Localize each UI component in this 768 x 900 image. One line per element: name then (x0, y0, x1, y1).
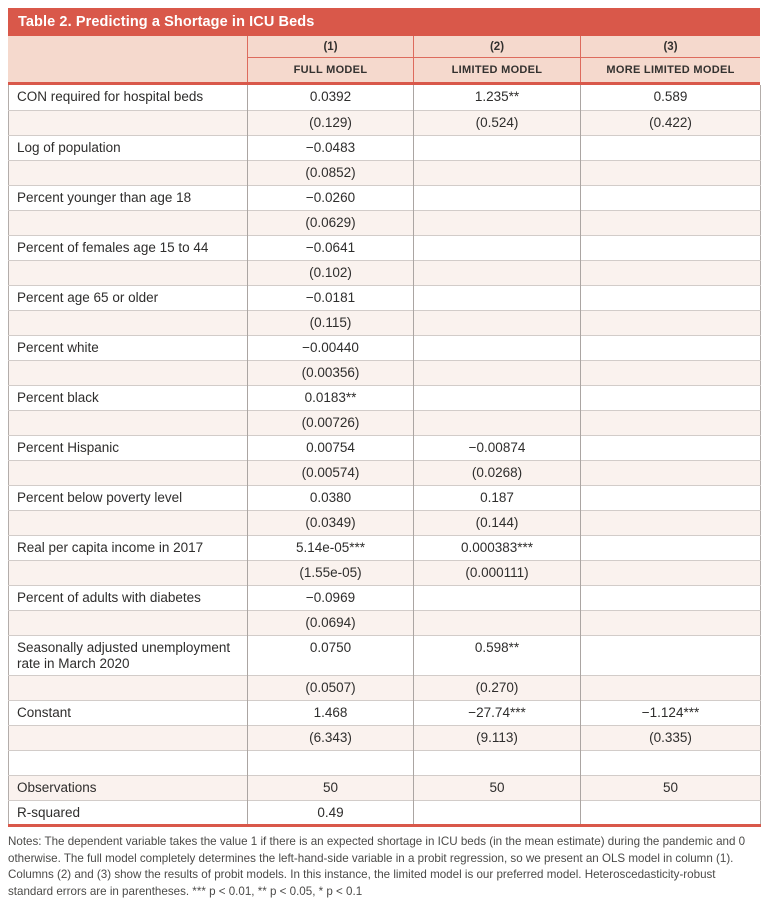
column-number-2: (2) (413, 36, 580, 58)
row-label: Seasonally adjusted unemployment rate in March 2020 (9, 635, 248, 676)
cell-value (414, 285, 581, 310)
cell-value: −0.00440 (248, 335, 414, 360)
cell-value (581, 310, 761, 335)
cell-value (581, 510, 761, 535)
cell-value: 0.000383*** (414, 535, 581, 560)
cell-value: (0.115) (248, 310, 414, 335)
row-label: Real per capita income in 2017 (9, 535, 248, 560)
row-label: Observations (9, 776, 248, 801)
cell-value (581, 385, 761, 410)
table-notes: Notes: The dependent variable takes the value 1 if there is an expected shortage in ICU beds (in the mean estimate) during the pandemic and 0 otherwise. The full model completely determines the left-hand-side variable in a probit regression, so we present an OLS model in column (1). Columns (2) and (3) show the results of probit models. In this instance, the limited model is our preferred model. Heteroscedasticity-robust standard errors are in parentheses. *** p < 0.01, ** p < 0.05, * p < 0.1 (8, 835, 746, 898)
cell-value (414, 335, 581, 360)
cell-value: 50 (248, 776, 414, 801)
cell-value: (0.00726) (248, 410, 414, 435)
results-table (8, 85, 761, 827)
table-row (9, 635, 761, 676)
cell-value: (0.270) (414, 676, 581, 701)
cell-value: (0.335) (581, 726, 761, 751)
column-model-2: LIMITED MODEL (413, 58, 580, 82)
cell-value (414, 360, 581, 385)
cell-value (414, 585, 581, 610)
cell-value (581, 235, 761, 260)
column-model-1: FULL MODEL (247, 58, 413, 82)
table-row (9, 335, 761, 360)
cell-value (581, 460, 761, 485)
cell-value (581, 285, 761, 310)
cell-value (248, 751, 414, 776)
column-number-1: (1) (247, 36, 413, 58)
table-row (9, 160, 761, 185)
cell-value: 0.0392 (248, 85, 414, 110)
row-label (9, 210, 248, 235)
cell-value: (0.0852) (248, 160, 414, 185)
cell-value: −0.0969 (248, 585, 414, 610)
cell-value: (0.00356) (248, 360, 414, 385)
cell-value: (0.524) (414, 110, 581, 135)
table-row (9, 85, 761, 110)
table-row (9, 560, 761, 585)
row-label (9, 560, 248, 585)
table-row (9, 776, 761, 801)
table-row (9, 460, 761, 485)
cell-value (581, 485, 761, 510)
cell-value: −0.00874 (414, 435, 581, 460)
cell-value: 5.14e-05*** (248, 535, 414, 560)
cell-value (581, 210, 761, 235)
row-label: Percent Hispanic (9, 435, 248, 460)
table-row (9, 610, 761, 635)
cell-value: −27.74*** (414, 701, 581, 726)
cell-value: 0.0750 (248, 635, 414, 676)
row-label (9, 676, 248, 701)
row-label: Percent of adults with diabetes (9, 585, 248, 610)
cell-value (581, 335, 761, 360)
cell-value (581, 360, 761, 385)
cell-value: 0.187 (414, 485, 581, 510)
table-row (9, 310, 761, 335)
cell-value: 0.589 (581, 85, 761, 110)
row-label (9, 726, 248, 751)
cell-value: 0.0380 (248, 485, 414, 510)
table-row (9, 751, 761, 776)
cell-value (414, 260, 581, 285)
row-label: Constant (9, 701, 248, 726)
cell-value (414, 235, 581, 260)
table-row (9, 410, 761, 435)
cell-value (414, 160, 581, 185)
cell-value (581, 535, 761, 560)
table-row (9, 135, 761, 160)
cell-value (414, 610, 581, 635)
cell-value: (0.129) (248, 110, 414, 135)
cell-value: −0.0641 (248, 235, 414, 260)
row-label (9, 410, 248, 435)
cell-value: (6.343) (248, 726, 414, 751)
cell-value: (0.422) (581, 110, 761, 135)
cell-value: (9.113) (414, 726, 581, 751)
table-row (9, 210, 761, 235)
cell-value: 0.598** (414, 635, 581, 676)
row-label (9, 510, 248, 535)
cell-value (414, 210, 581, 235)
cell-value (414, 135, 581, 160)
table-row (9, 485, 761, 510)
row-label (9, 160, 248, 185)
cell-value: −1.124*** (581, 701, 761, 726)
table-row (9, 185, 761, 210)
column-number-3: (3) (580, 36, 760, 58)
cell-value: (1.55e-05) (248, 560, 414, 585)
cell-value (581, 635, 761, 676)
cell-value: 0.00754 (248, 435, 414, 460)
cell-value: (0.000111) (414, 560, 581, 585)
cell-value: (0.0268) (414, 460, 581, 485)
row-label (9, 310, 248, 335)
cell-value: −0.0181 (248, 285, 414, 310)
cell-value (414, 801, 581, 826)
row-label (9, 751, 248, 776)
table-body (9, 85, 761, 826)
row-label: Percent younger than age 18 (9, 185, 248, 210)
cell-value: 1.235** (414, 85, 581, 110)
cell-value: (0.0694) (248, 610, 414, 635)
row-label: Percent black (9, 385, 248, 410)
table-row (9, 260, 761, 285)
row-label: Percent below poverty level (9, 485, 248, 510)
table-row (9, 235, 761, 260)
table-row (9, 435, 761, 460)
cell-value (581, 410, 761, 435)
table-row (9, 360, 761, 385)
row-label: R-squared (9, 801, 248, 826)
cell-value (581, 801, 761, 826)
cell-value (581, 435, 761, 460)
cell-value: (0.0349) (248, 510, 414, 535)
cell-value (581, 185, 761, 210)
cell-value (414, 385, 581, 410)
row-label (9, 460, 248, 485)
row-label: CON required for hospital beds (17, 89, 204, 104)
table-row (9, 585, 761, 610)
cell-value (414, 310, 581, 335)
cell-value (581, 560, 761, 585)
cell-value: (0.0507) (248, 676, 414, 701)
cell-value (414, 751, 581, 776)
cell-value: (0.102) (248, 260, 414, 285)
cell-value (581, 135, 761, 160)
cell-value: (0.144) (414, 510, 581, 535)
table-row (9, 385, 761, 410)
table-row (9, 535, 761, 560)
cell-value (581, 676, 761, 701)
cell-value: −0.0483 (248, 135, 414, 160)
cell-value (581, 751, 761, 776)
cell-value (581, 260, 761, 285)
table-row (9, 726, 761, 751)
cell-value: 0.49 (248, 801, 414, 826)
row-label (9, 260, 248, 285)
cell-value: 0.0183** (248, 385, 414, 410)
row-label (9, 360, 248, 385)
cell-value: (0.00574) (248, 460, 414, 485)
cell-value (581, 160, 761, 185)
table-header (8, 36, 760, 85)
table-row (9, 701, 761, 726)
table-row (9, 676, 761, 701)
table-row (9, 510, 761, 535)
table-title: Table 2. Predicting a Shortage in ICU Beds (18, 14, 315, 30)
cell-value (414, 410, 581, 435)
header-label-spacer (8, 36, 247, 82)
cell-value: 50 (414, 776, 581, 801)
table-row (9, 801, 761, 826)
row-label: Log of population (9, 135, 248, 160)
row-label: Percent age 65 or older (9, 285, 248, 310)
cell-value: 50 (581, 776, 761, 801)
cell-value: 1.468 (248, 701, 414, 726)
row-label: Percent of females age 15 to 44 (9, 235, 248, 260)
cell-value (581, 610, 761, 635)
table-title-bar (8, 8, 760, 36)
column-model-3: MORE LIMITED MODEL (580, 58, 760, 82)
row-label: Percent white (9, 335, 248, 360)
row-label (9, 610, 248, 635)
table-row (9, 285, 761, 310)
cell-value (414, 185, 581, 210)
row-label (9, 110, 248, 135)
cell-value: (0.0629) (248, 210, 414, 235)
cell-value: −0.0260 (248, 185, 414, 210)
cell-value (581, 585, 761, 610)
table-row (9, 110, 761, 135)
